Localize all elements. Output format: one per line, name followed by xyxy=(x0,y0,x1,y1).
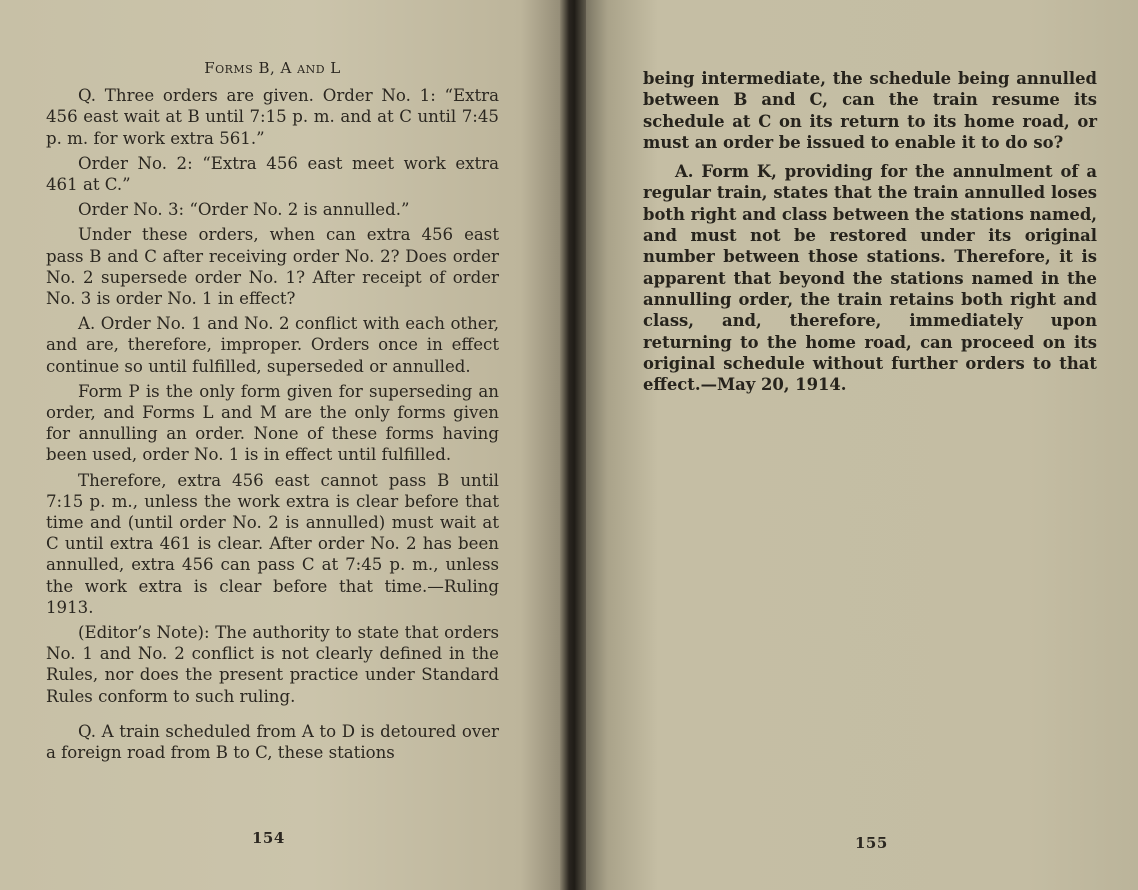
paragraph-forms: Form P is the only form given for superseding an order, and Forms L and M are the only forms given for annulling an order. None of these forms having been used, order No. 1 is in effect until fulfilled. xyxy=(46,381,499,465)
left-page-text xyxy=(46,58,499,767)
paragraph-order-2: Order No. 2: “Extra 456 east meet work extra 461 at C.” xyxy=(46,153,499,195)
paragraph-question-2-continued: being intermediate, the schedule being annulled between B and C, can the train resume its schedule at C on its return to its home road, or must an order be issued to enable it to do so? xyxy=(643,69,1097,152)
paragraph-editors-note: (Editor’s Note): The authority to state that orders No. 1 and No. 2 conflict is not clearly defined in the Rules, nor does the present practice under Standard Rules conform to such ruling. xyxy=(46,623,499,706)
paragraph-answer-1: A. Order No. 1 and No. 2 conflict with each other, and are, therefore, improper. Orders once in effect continue so until fulfilled, superseded or annulled. xyxy=(46,314,499,376)
paragraph-answer-2: A. Form K, providing for the annulment of a regular train, states that the train annulled loses both right and class between the stations named, and must not be restored under its original number between those stations. Therefore, it is apparent that beyond the stations named in the annulling order, the train retains both right and class, and, therefore, immediately upon returning to the home road, can proceed on its original schedule without further orders to that effect.—May 20, 1914. xyxy=(643,162,1097,395)
section-heading: Forms B, A and L xyxy=(204,59,341,77)
paragraph-question-detail: Under these orders, when can extra 456 east pass B and C after receiving order No. 2? Does order No. 2 supersede order No. 1? After receipt of order No. 3 is order No. 1 in effect? xyxy=(46,225,499,309)
page-number-left: 154 xyxy=(252,829,285,847)
paragraph-question-2: Q. A train scheduled from A to D is detoured over a foreign road from B to C, these stations xyxy=(46,721,499,763)
right-page-text xyxy=(643,68,1097,403)
book-gutter xyxy=(560,0,586,890)
paragraph-question-1: Q. Three orders are given. Order No. 1: “Extra 456 east wait at B until 7:15 p. m. and at C until 7:45 p. m. for work extra 561.” xyxy=(46,86,499,148)
paragraph-order-3: Order No. 3: “Order No. 2 is annulled.” xyxy=(78,200,410,220)
paragraph-therefore: Therefore, extra 456 east cannot pass B until 7:15 p. m., unless the work extra is clear before that time and (until order No. 2 is annulled) must wait at C until extra 461 is clear. After order No. 2 has been annulled, extra 456 can pass C at 7:45 p. m., unless the work extra is clear before that time.—Ruling 1913. xyxy=(46,470,499,617)
page-number-right: 155 xyxy=(855,834,888,852)
